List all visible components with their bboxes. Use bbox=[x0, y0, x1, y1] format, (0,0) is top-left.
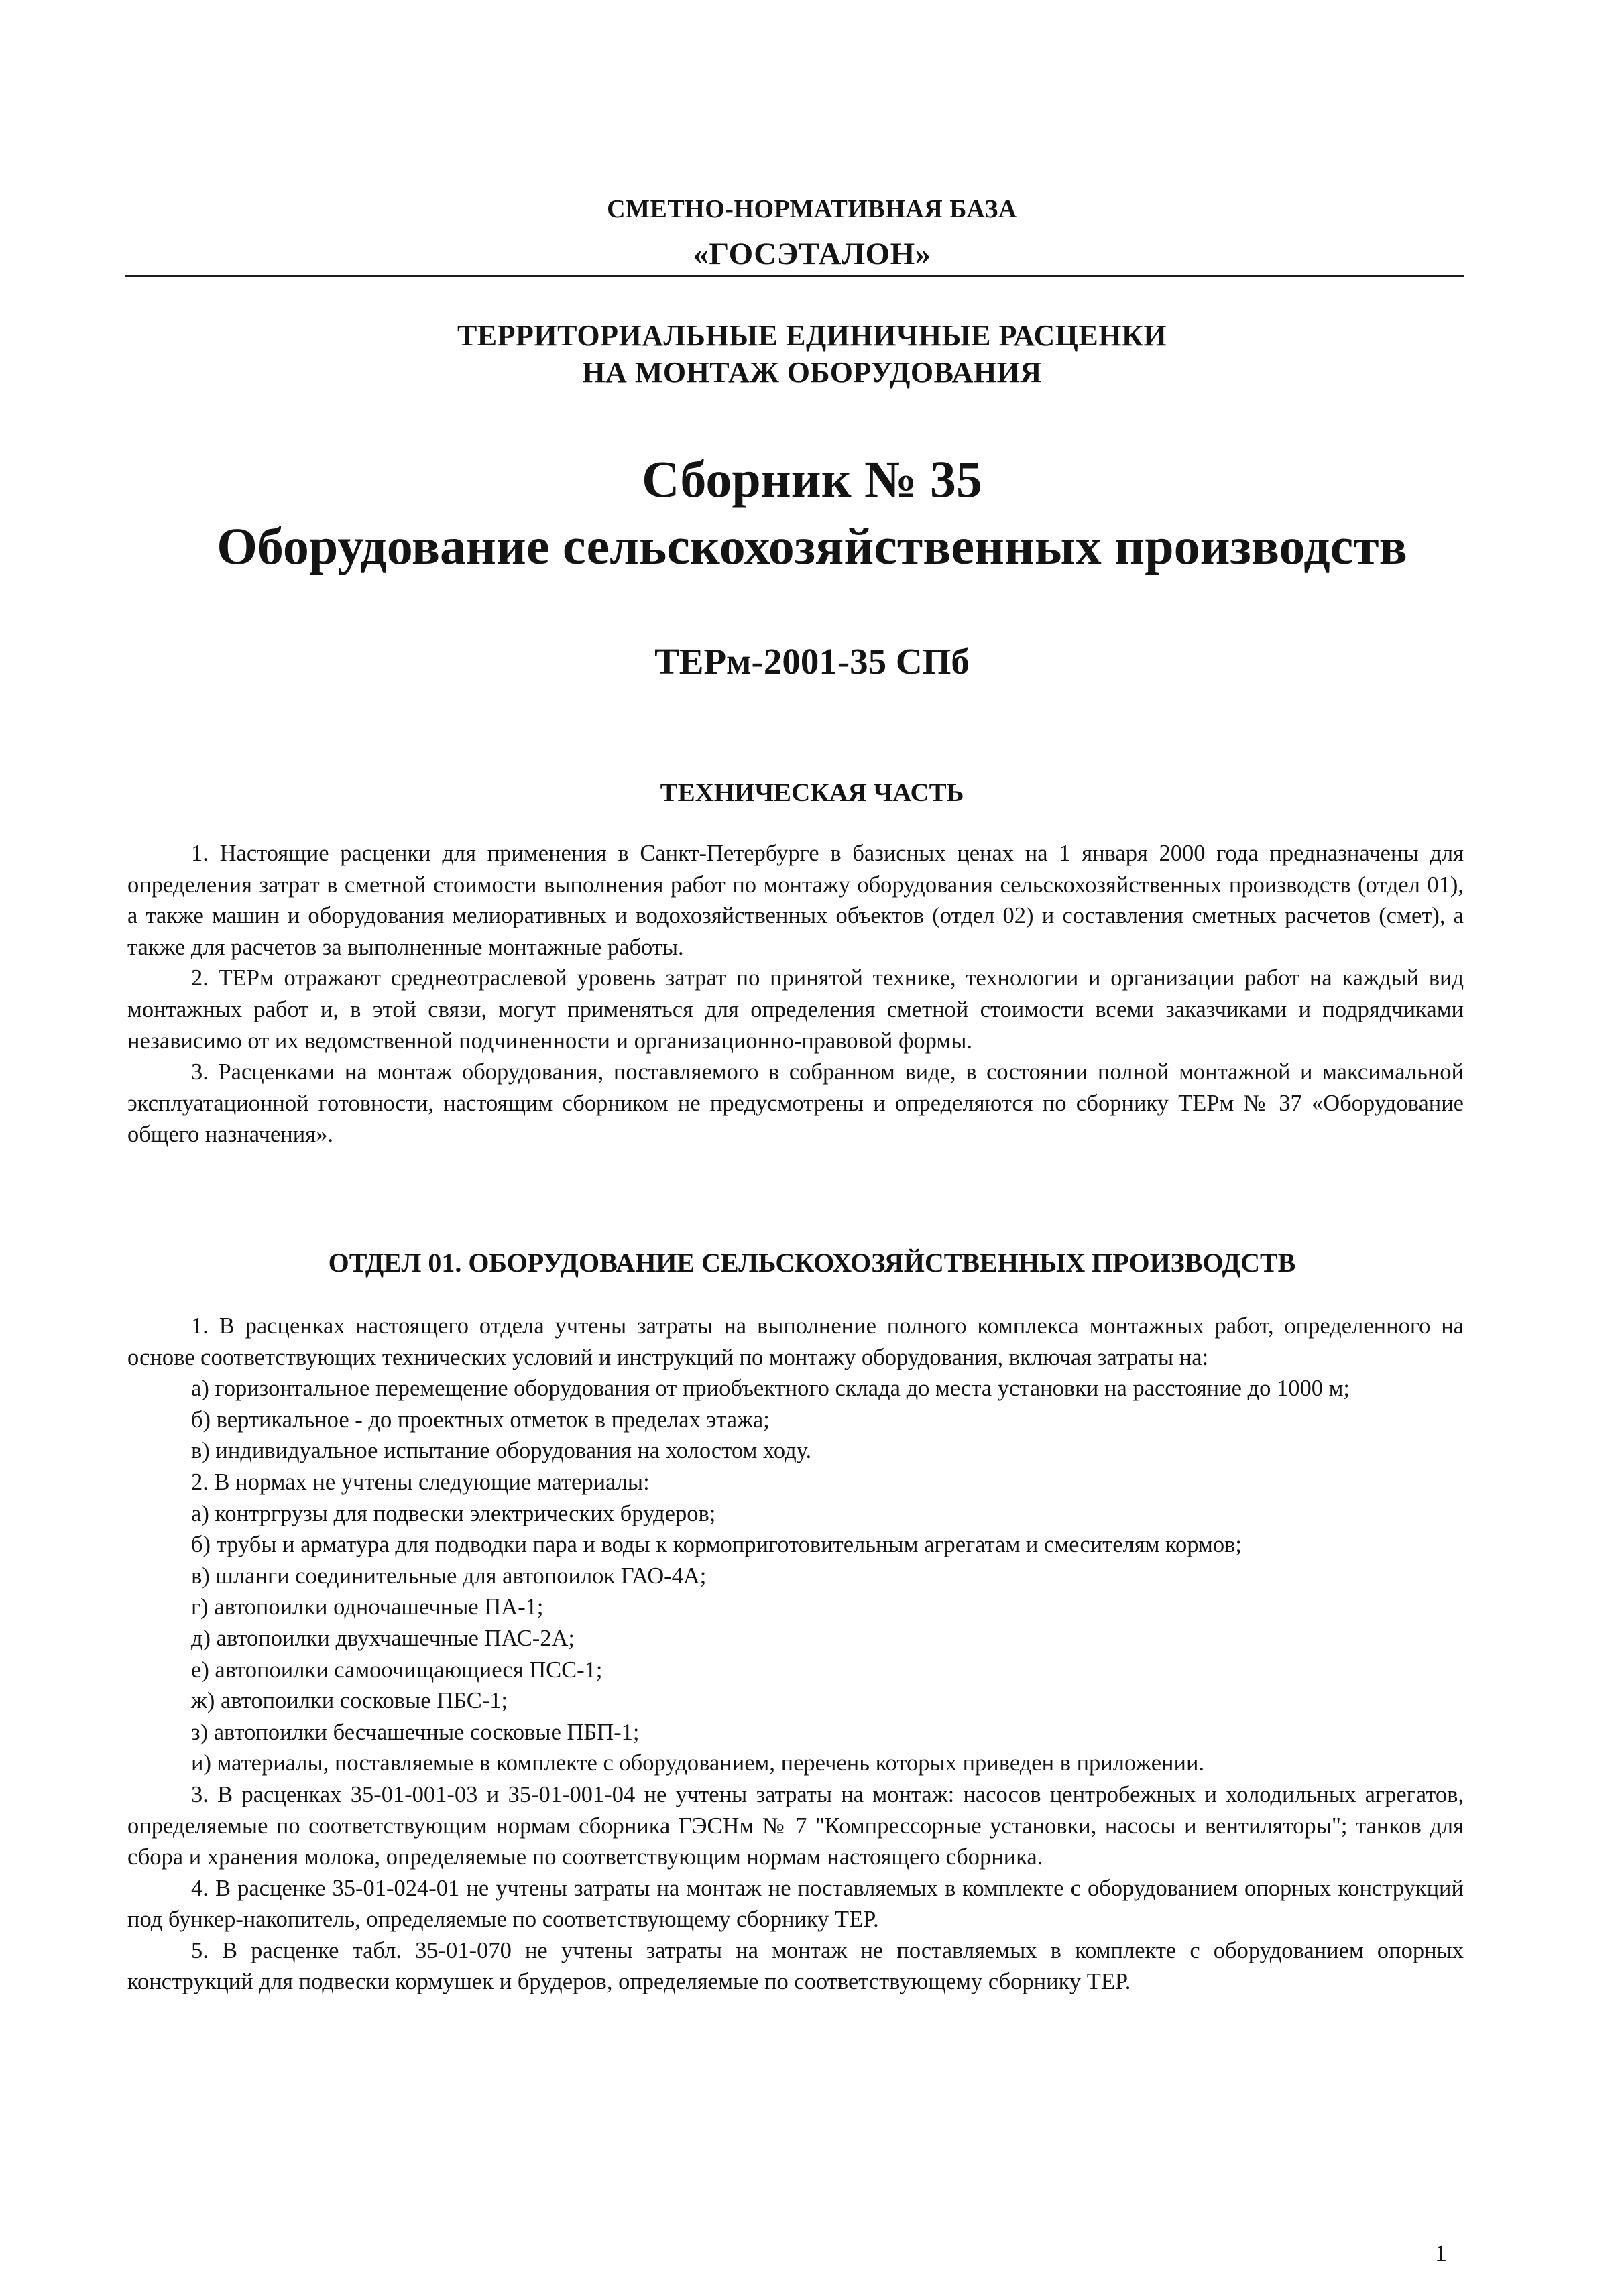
list-item: д) автопоилки двухчашечные ПАС-2А; bbox=[191, 1625, 575, 1651]
section-01-body bbox=[127, 1311, 1464, 1998]
collection-number: Сборник № 35 bbox=[642, 450, 982, 508]
ter-title-line1: ТЕРРИТОРИАЛЬНЫЕ ЕДИНИЧНЫЕ РАСЦЕНКИ bbox=[457, 319, 1167, 352]
list-item: и) материалы, поставляемые в комплекте с оборудованием, перечень которых приведен в приложении. bbox=[191, 1750, 1205, 1776]
paragraph: 3. В расценках 35-01-001-03 и 35-01-001-04 не учтены затраты на монтаж: насосов центробежных и холодильных агрегатов, определяемые по соответствующим нормам сборника ГЭСНм № 7 "Компрессорные установки, насосы и вентиляторы"; танков для сбора и хранения молока, определяемые по соответствующим нормам настоящего сборника. bbox=[127, 1781, 1464, 1870]
paragraph: 3. Расценками на монтаж оборудования, поставляемого в собранном виде, в состоянии полной монтажной и максимальной эксплуатационной готовности, настоящим сборником не предусмотрены и определяются по сборнику ТЕРм № 37 «Оборудование общего назначения». bbox=[127, 1059, 1464, 1148]
paragraph: 1. Настоящие расценки для применения в Санкт-Петербурге в базисных ценах на 1 января 2000 года предназначены для определения затрат в сметной стоимости выполнения работ по монтажу оборудования сельскохозяйственных производств (отдел 01), а также машин и оборудования мелиоративных и водохозяйственных объектов (отдел 02) и составления сметных расчетов (смет), а также для расчетов за выполненные монтажные работы. bbox=[127, 841, 1464, 960]
collection-title: Оборудование сельскохозяйственных производств bbox=[217, 517, 1407, 575]
list-item: г) автопоилки одночашечные ПА-1; bbox=[191, 1594, 544, 1620]
paragraph: 5. В расценке табл. 35-01-070 не учтены затраты на монтаж не поставляемых в комплекте с оборудованием опорных конструкций для подвески кормушек и брудеров, определяемые по соответствующему сборнику ТЕР. bbox=[127, 1937, 1464, 1995]
list-item: б) вертикальное - до проектных отметок в пределах этажа; bbox=[191, 1406, 770, 1433]
page-number: 1 bbox=[1435, 2240, 1447, 2267]
paragraph: 4. В расценке 35-01-024-01 не учтены затраты на монтаж не поставляемых в комплекте с оборудованием опорных конструкций под бункер-накопитель, определяемые по соответствующему сборнику ТЕР. bbox=[127, 1875, 1464, 1933]
list-item: в) индивидуальное испытание оборудования на холостом ходу. bbox=[191, 1438, 812, 1464]
list-item: ж) автопоилки сосковые ПБС-1; bbox=[191, 1688, 508, 1714]
ter-title-line2: НА МОНТАЖ ОБОРУДОВАНИЯ bbox=[582, 356, 1042, 389]
paragraph: 2. ТЕРм отражают среднеотраслевой уровень затрат по принятой технике, технологии и организации работ на каждый вид монтажных работ и, в этой связи, могут применяться для определения сметной стоимости всеми заказчиками и подрядчиками независимо от их ведомственной подчиненности и организационно-правовой формы. bbox=[127, 965, 1464, 1054]
paragraph: 2. В нормах не учтены следующие материалы: bbox=[191, 1469, 650, 1495]
document-code: ТЕРм-2001-35 СПб bbox=[654, 641, 970, 682]
list-item: е) автопоилки самоочищающиеся ПСС-1; bbox=[191, 1656, 603, 1683]
technical-part-heading: ТЕХНИЧЕСКАЯ ЧАСТЬ bbox=[660, 778, 964, 807]
section-01-heading: ОТДЕЛ 01. ОБОРУДОВАНИЕ СЕЛЬСКОХОЗЯЙСТВЕННЫХ ПРОИЗВОДСТВ bbox=[328, 1248, 1296, 1278]
technical-part-body bbox=[127, 838, 1464, 1150]
list-item: в) шланги соединительные для автопоилок ГАО-4А; bbox=[191, 1563, 707, 1589]
list-item: з) автопоилки бесчашечные сосковые ПБП-1; bbox=[191, 1719, 640, 1745]
list-item: а) горизонтальное перемещение оборудования от приобъектного склада до места установки на расстояние до 1000 м; bbox=[191, 1376, 1350, 1402]
list-item: б) трубы и арматура для подводки пара и воды к кормоприготовительным агрегатам и смесителям кормов; bbox=[191, 1532, 1242, 1558]
header-divider bbox=[125, 275, 1464, 277]
base-title-line1: СМЕТНО-НОРМАТИВНАЯ БАЗА bbox=[607, 195, 1017, 223]
list-item: а) контргрузы для подвески электрических брудеров; bbox=[191, 1500, 716, 1526]
paragraph: 1. В расценках настоящего отдела учтены затраты на выполнение полного комплекса монтажных работ, определенного на основе соответствующих технических условий и инструкций по монтажу оборудования, включая затраты на: bbox=[127, 1313, 1464, 1370]
base-title-line2: «ГОСЭТАЛОН» bbox=[693, 237, 931, 271]
